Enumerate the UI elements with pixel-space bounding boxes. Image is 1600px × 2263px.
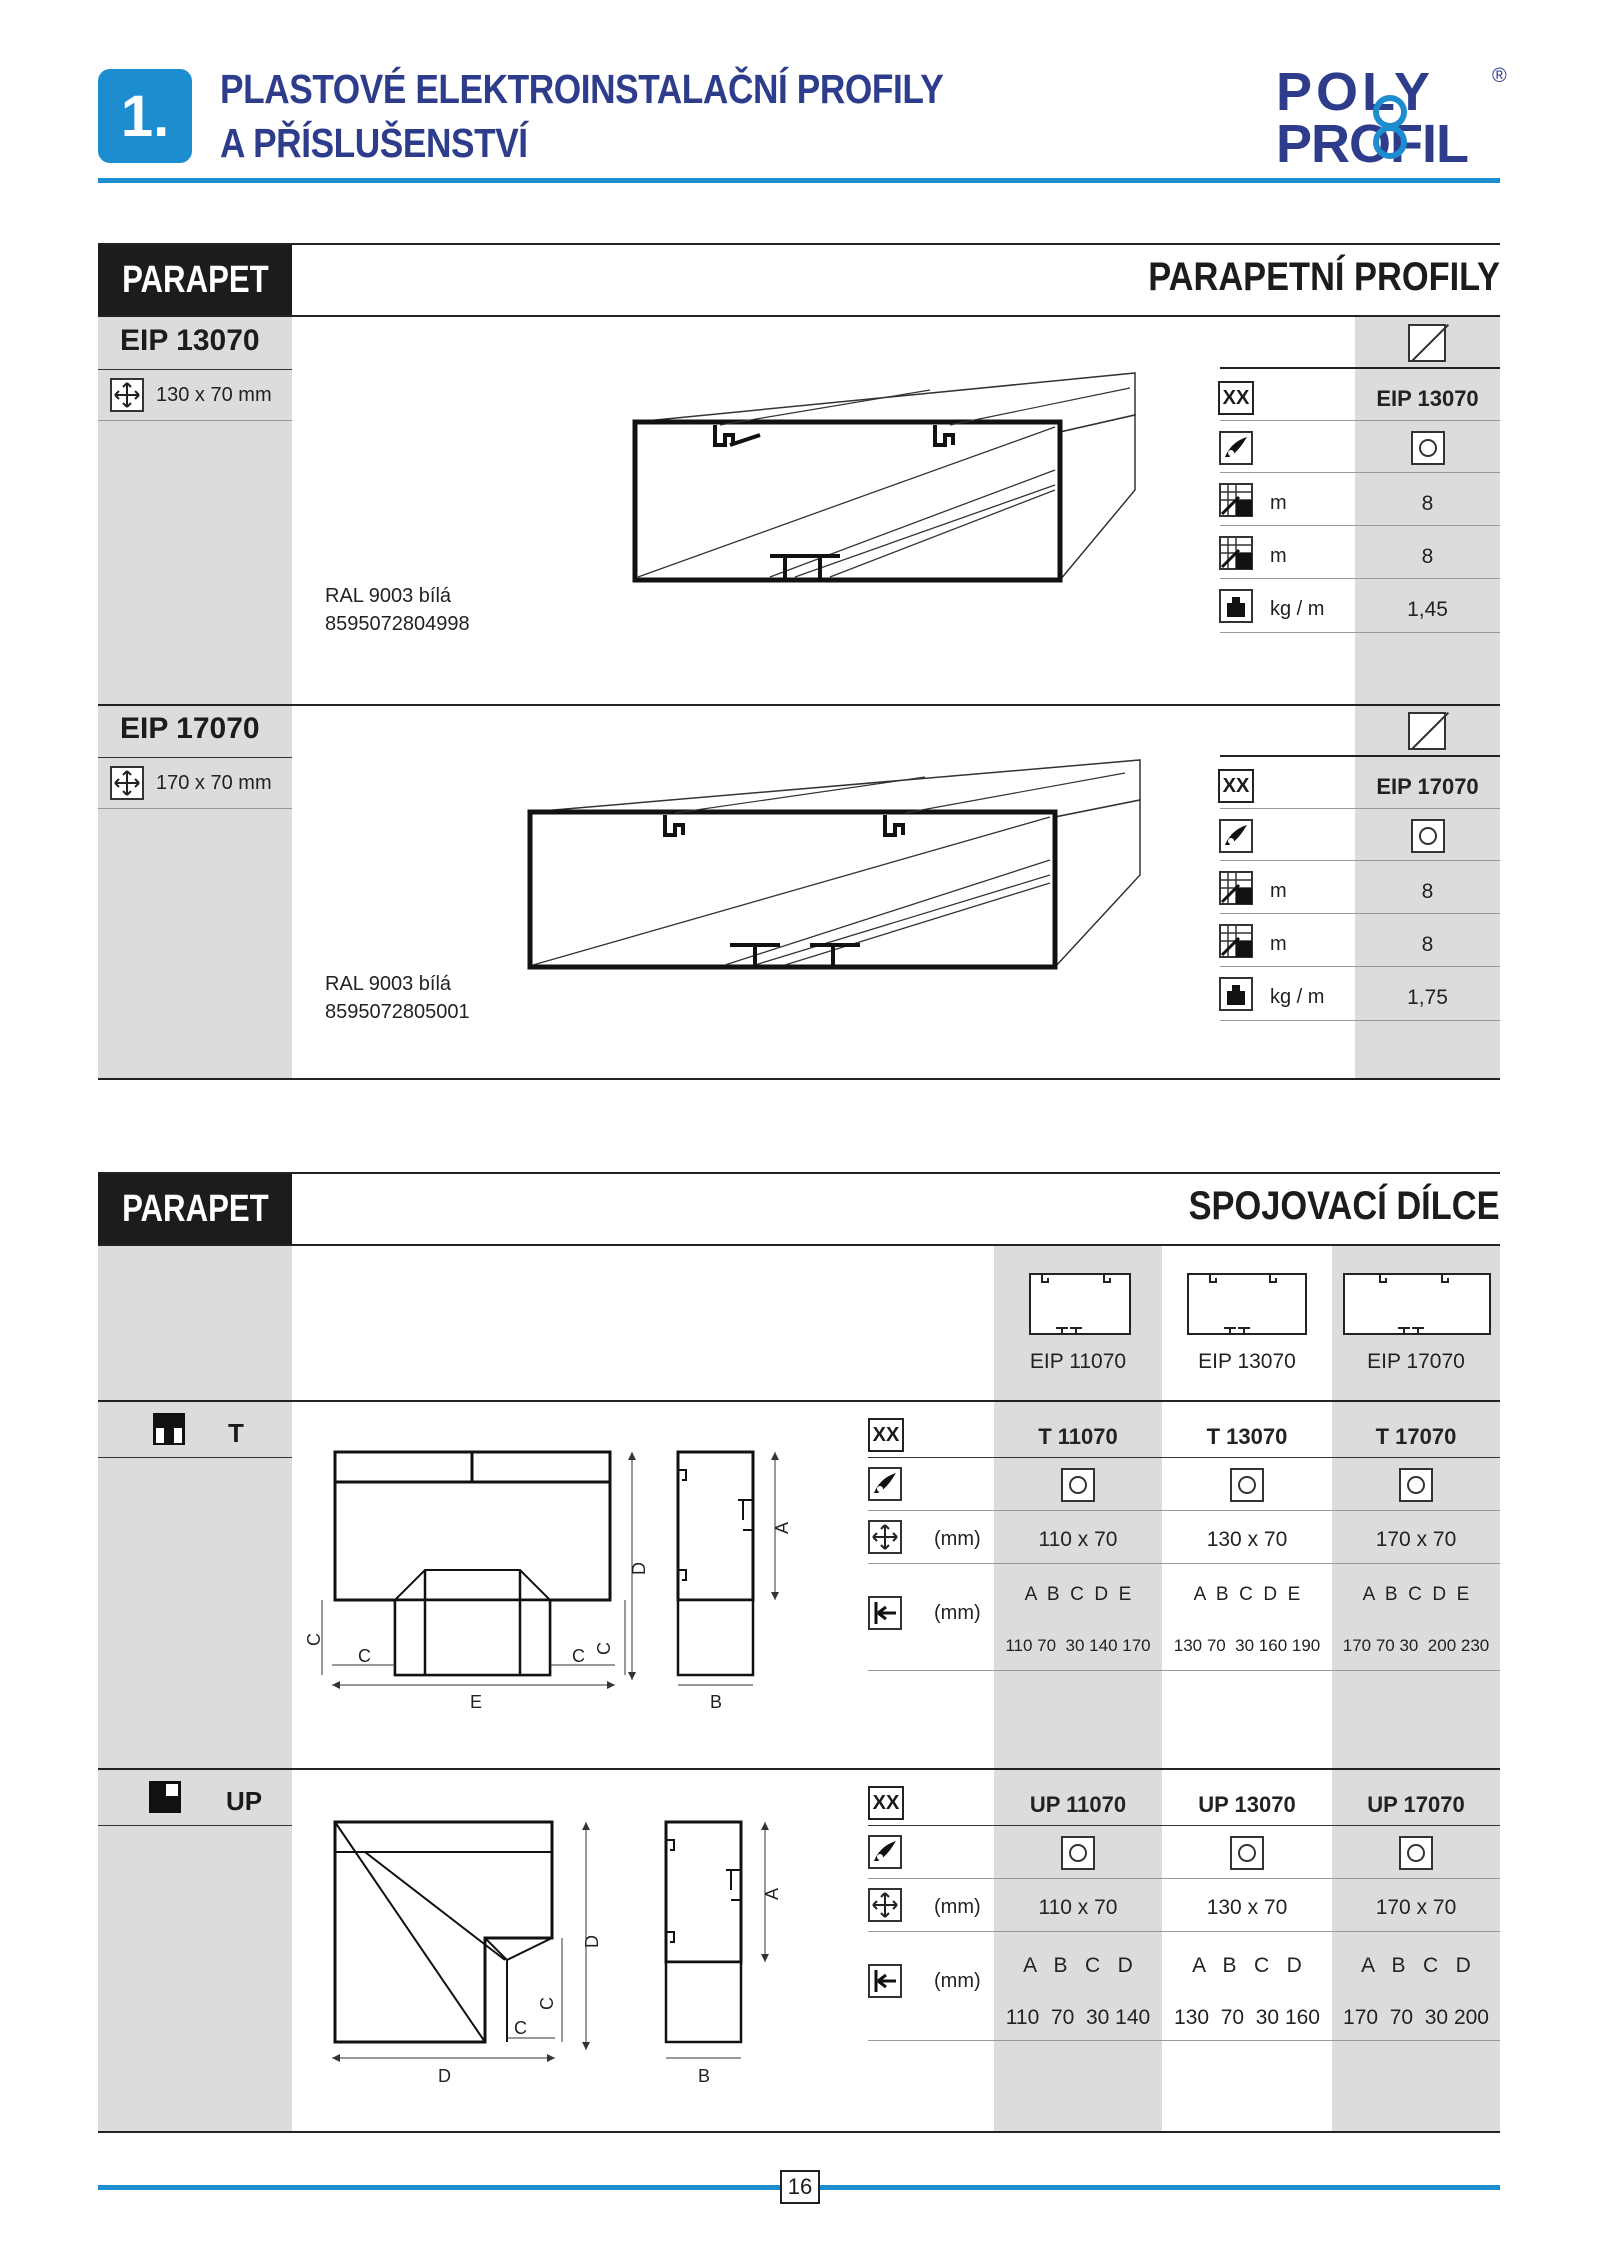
t-dim-letters: A B C D E <box>1024 1584 1132 1605</box>
dimensions-icon <box>868 1520 902 1554</box>
t-size: 170 x 70 <box>1375 1528 1457 1551</box>
code-icon: XX <box>868 1418 904 1452</box>
value-weight: 1,45 <box>1407 598 1448 621</box>
dim-label-d1: D <box>438 2066 451 2086</box>
category-label: PARAPET <box>98 1174 292 1244</box>
logo-reg-mark: ® <box>1492 65 1507 87</box>
material-icon <box>868 1835 902 1869</box>
t-code: T 11070 <box>1038 1424 1118 1449</box>
up-size: 170 x 70 <box>1375 1896 1457 1919</box>
t-dims: 130 70 30 160 190 <box>1173 1636 1321 1655</box>
product-name: EIP 13070 <box>120 324 260 357</box>
profile-label: EIP 11070 <box>1029 1350 1127 1373</box>
product-ean: 8595072804998 <box>325 613 470 635</box>
weight-icon <box>1219 977 1253 1011</box>
hatched-profile-icon <box>1408 712 1446 750</box>
t-size: 130 x 70 <box>1206 1528 1288 1551</box>
dimensions-icon <box>110 766 144 800</box>
corner-piece-icon <box>148 1780 182 1814</box>
dim-label-b: B <box>698 2066 711 2086</box>
material-icon <box>1219 819 1253 853</box>
product-code: EIP 17070 <box>1376 774 1479 799</box>
dimensions-icon <box>868 1888 902 1922</box>
circle-symbol-icon <box>1061 1836 1095 1870</box>
section-title: SPOJOVACÍ DÍLCE <box>1189 1184 1500 1228</box>
t-code: T 17070 <box>1375 1424 1457 1449</box>
up-dim-letters: A B C D <box>1023 1954 1133 1977</box>
dim-label-a: A <box>772 1521 792 1534</box>
circle-symbol-icon <box>1230 1836 1264 1870</box>
code-icon: XX <box>1218 381 1254 415</box>
circle-symbol-icon <box>1230 1468 1264 1502</box>
up-code: UP 17070 <box>1367 1792 1465 1817</box>
up-dims: 110 70 30 140 <box>1005 2006 1151 2029</box>
unit-k: m <box>1270 933 1287 955</box>
dim-label-b: B <box>710 1692 723 1712</box>
circle-symbol-icon <box>1399 1468 1433 1502</box>
t-label: T <box>228 1418 244 1448</box>
material-icon <box>1219 431 1253 465</box>
t-dim-letters: A B C D E <box>1362 1584 1470 1605</box>
dim-label-c3: C <box>304 1633 324 1646</box>
dim-label-e: E <box>470 1692 483 1712</box>
pack-length-f-icon <box>1219 871 1253 905</box>
circle-symbol-icon <box>1061 1468 1095 1502</box>
value-f: 8 <box>1421 880 1434 903</box>
pack-length-k-icon <box>1219 924 1253 958</box>
hatched-profile-icon <box>1408 324 1446 362</box>
product-name: EIP 17070 <box>120 712 260 745</box>
left-gray-column <box>98 317 292 1078</box>
t-code: T 13070 <box>1206 1424 1288 1449</box>
pack-length-f-icon <box>1219 483 1253 517</box>
header-rule <box>98 178 1500 183</box>
section-title: PARAPETNÍ PROFILY <box>1148 255 1500 299</box>
title-line-1: PLASTOVÉ ELEKTROINSTALAČNÍ PROFILY <box>220 66 944 112</box>
pack-length-k-icon <box>1219 536 1253 570</box>
value-f: 8 <box>1421 492 1434 515</box>
profile-icon-eip11070 <box>1028 1272 1132 1336</box>
col-gray-3 <box>1332 1246 1500 2131</box>
dim-label-c4: C <box>594 1642 614 1655</box>
profile-icon-eip17070 <box>1342 1272 1492 1336</box>
up-code: UP 11070 <box>1029 1792 1127 1817</box>
mm-label: (mm) <box>934 1970 981 1992</box>
profile-drawing-eip17070 <box>525 755 1155 1040</box>
code-icon: XX <box>1218 769 1254 803</box>
up-code: UP 13070 <box>1198 1792 1296 1817</box>
category-label: PARAPET <box>98 245 292 315</box>
profile-label: EIP 17070 <box>1367 1350 1465 1373</box>
product-dimension: 170 x 70 mm <box>156 772 272 794</box>
up-size: 110 x 70 <box>1038 1896 1118 1919</box>
up-dim-letters: A B C D <box>1192 1954 1302 1977</box>
dim-label-d2: D <box>582 1935 602 1948</box>
circle-symbol-icon <box>1399 1836 1433 1870</box>
material-icon <box>868 1467 902 1501</box>
dim-label-c2: C <box>537 1997 557 2010</box>
dim-label-d: D <box>629 1562 649 1575</box>
mm-label: (mm) <box>934 1896 981 1918</box>
left-gray-column <box>98 1246 292 2131</box>
unit-weight: kg / m <box>1270 986 1325 1008</box>
polyprofil-logo <box>1272 62 1512 174</box>
up-dims: 130 70 30 160 <box>1174 2006 1320 2029</box>
dimensions-icon <box>110 378 144 412</box>
circle-symbol-icon <box>1411 431 1445 465</box>
product-color: RAL 9003 bílá <box>325 585 452 607</box>
value-k: 8 <box>1421 933 1434 956</box>
product-code: EIP 13070 <box>1376 386 1479 411</box>
up-size: 130 x 70 <box>1206 1896 1288 1919</box>
t-dims: 170 70 30 200 230 <box>1342 1636 1490 1655</box>
page-number: 16 <box>780 2170 820 2204</box>
dim-label-c1: C <box>358 1646 371 1666</box>
mm-label: (mm) <box>934 1528 981 1550</box>
profile-drawing-eip13070 <box>630 370 1150 650</box>
t-dims: 110 70 30 140 170 <box>1005 1636 1151 1655</box>
product-color: RAL 9003 bílá <box>325 973 452 995</box>
code-icon: XX <box>868 1786 904 1820</box>
unit-f: m <box>1270 492 1287 514</box>
mm-label: (mm) <box>934 1602 981 1624</box>
unit-k: m <box>1270 545 1287 567</box>
weight-icon <box>1219 589 1253 623</box>
dim-label-c2: C <box>572 1646 585 1666</box>
page-title <box>220 62 943 170</box>
value-k: 8 <box>1421 545 1434 568</box>
t-piece-icon <box>152 1412 186 1446</box>
length-marker-icon <box>868 1596 902 1630</box>
corner-piece-drawing <box>310 1810 810 2100</box>
t-dim-letters: A B C D E <box>1193 1584 1301 1605</box>
product-dimension: 130 x 70 mm <box>156 384 272 406</box>
dim-label-c1: C <box>514 2018 527 2038</box>
circle-symbol-icon <box>1411 819 1445 853</box>
logo-bottom-text: PROFIL <box>1276 114 1468 174</box>
t-size: 110 x 70 <box>1038 1528 1118 1551</box>
up-label: UP <box>226 1786 263 1816</box>
length-marker-icon <box>868 1964 902 1998</box>
t-piece-drawing <box>304 1440 810 1720</box>
unit-f: m <box>1270 880 1287 902</box>
dim-label-a: A <box>762 1887 782 1900</box>
logo-top-text: POLY <box>1276 62 1435 122</box>
title-line-2: A PŘÍSLUŠENSTVÍ <box>220 120 528 166</box>
unit-weight: kg / m <box>1270 598 1325 620</box>
product-ean: 8595072805001 <box>325 1001 470 1023</box>
up-dim-letters: A B C D <box>1361 1954 1471 1977</box>
col-gray-1 <box>994 1246 1162 2131</box>
up-dims: 170 70 30 200 <box>1343 2006 1489 2029</box>
chapter-number: 1. <box>98 69 192 163</box>
value-weight: 1,75 <box>1407 986 1448 1009</box>
profile-label: EIP 13070 <box>1198 1350 1296 1373</box>
profile-icon-eip13070 <box>1186 1272 1308 1336</box>
